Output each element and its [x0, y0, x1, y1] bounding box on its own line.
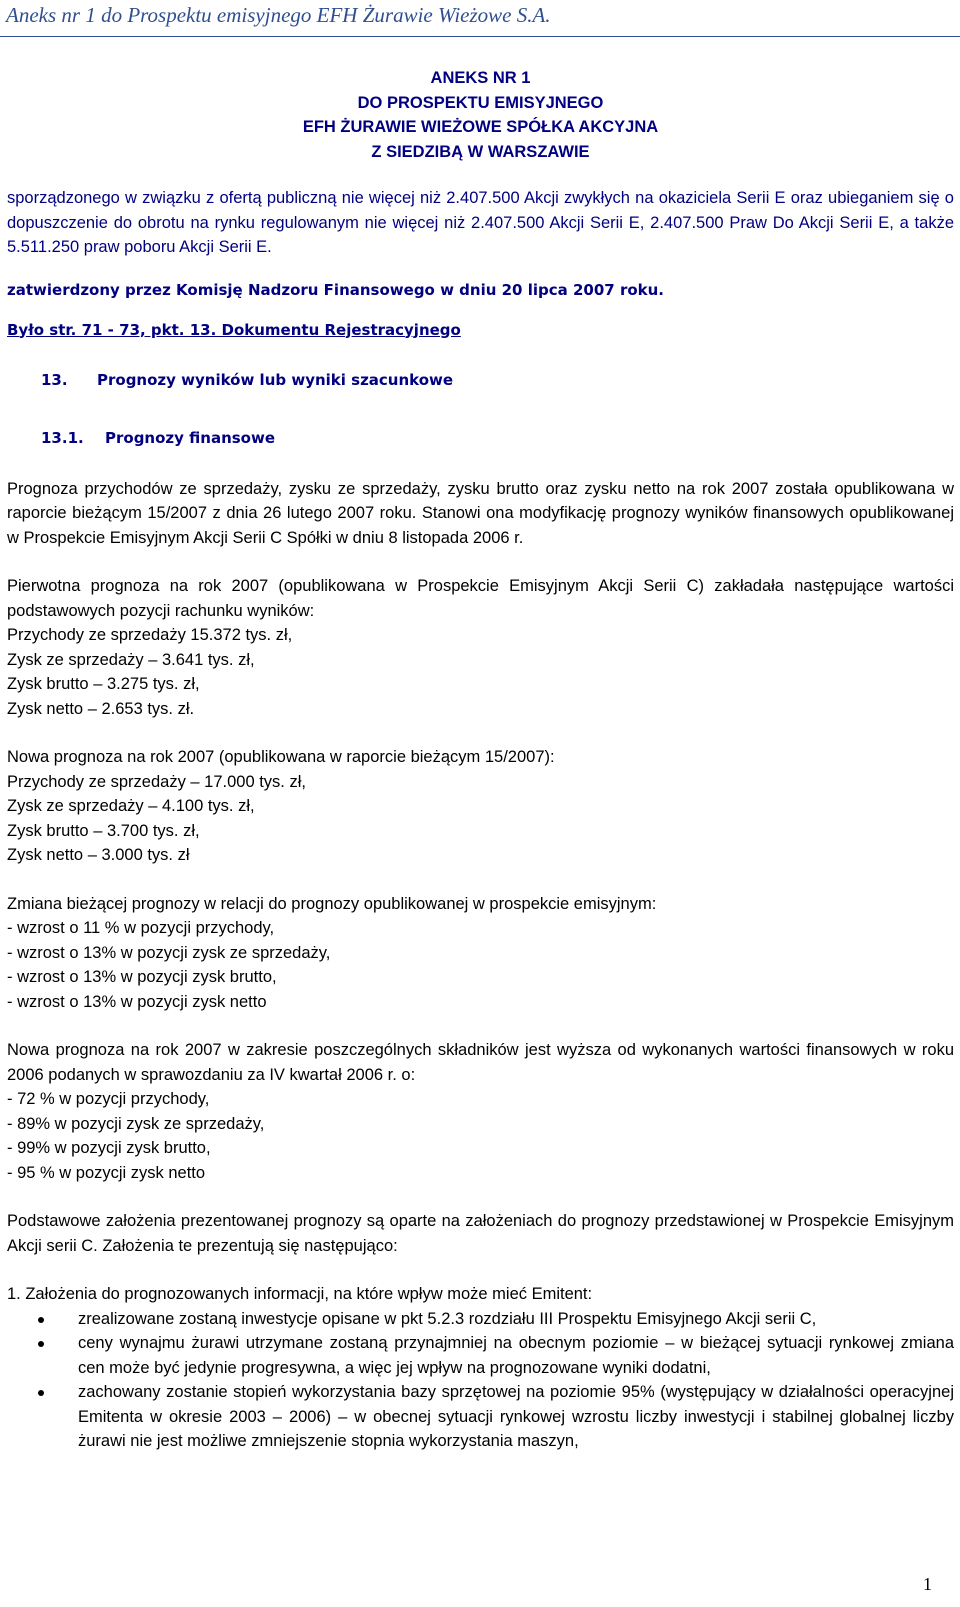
original-forecast-block — [7, 574, 954, 721]
comparison-line: - 95 % w pozycji zysk netto — [7, 1163, 206, 1182]
list-item-text: ceny wynajmu żurawi utrzymane zostaną przynajmniej na obecnym poziomie – w bieżącej sytuacji rynkowej zmiana cen może być jedynie progresywna, a więc jej wpływ na prognozowane wyniki dodatni, — [78, 1334, 954, 1377]
new-forecast-line: Zysk netto – 3.000 tys. zł — [7, 846, 190, 864]
comparison-2006-block — [7, 1038, 954, 1185]
point-1-heading: 1. Założenia do prognozowanych informacji, na które wpływ może mieć Emitent: — [7, 1285, 593, 1303]
title-line: DO PROSPEKTU EMISYJNEGO — [357, 93, 604, 112]
original-forecast-line: Zysk ze sprzedaży – 3.641 tys. zł, — [7, 650, 255, 669]
previous-reference: Było str. 71 - 73, pkt. 13. Dokumentu Rejestracyjnego — [7, 320, 461, 339]
list-item — [7, 1307, 954, 1332]
original-forecast-intro: Pierwotna prognoza na rok 2007 (opublikowana w Prospekcie Emisyjnym Akcji Serii C) zakładała następujące wartości podstawowych pozycji rachunku wyników: — [7, 577, 954, 620]
intro-paragraph: sporządzonego w związku z ofertą publiczną nie więcej niż 2.407.500 Akcji zwykłych na okaziciela Serii E oraz ubieganiem się o dopuszczenie do obrotu na rynku regulowanym nie więcej niż 2.407.500 Akcji Serii E, 2.407.500 Praw Do Akcji Serii E, a także 5.511.250 praw poboru Akcji Serii E. — [7, 189, 954, 256]
bullet-icon — [38, 1317, 44, 1323]
change-intro: Zmiana bieżącej prognozy w relacji do prognozy opublikowanej w prospekcie emisyjnym: — [7, 894, 657, 913]
original-forecast-line: Przychody ze sprzedaży 15.372 tys. zł, — [7, 626, 293, 644]
section-number: 13.1. — [41, 428, 84, 447]
original-forecast-line: Zysk brutto – 3.275 tys. zł, — [7, 675, 200, 693]
approval-statement: zatwierdzony przez Komisję Nadzoru Finansowego w dniu 20 lipca 2007 roku. — [7, 280, 664, 299]
list-item-text: zachowany zostanie stopień wykorzystania bazy sprzętowej na poziomie 95% (występujący w działalności operacyjnej Emitenta w okresie 2003 – 2006) – w obecnej sytuacji rynkowej wzrostu liczby inwestycji i stabilnej globalnej liczby żurawi nie jest możliwe zmniejszenie stopnia wykorzystania maszyn, — [78, 1383, 954, 1450]
assumptions-point-1 — [7, 1282, 954, 1454]
document-title — [7, 66, 954, 164]
change-line: - wzrost o 11 % w pozycji przychody, — [7, 919, 275, 937]
comparison-line: - 72 % w pozycji przychody, — [7, 1090, 210, 1108]
new-forecast-intro: Nowa prognoza na rok 2007 (opublikowana w raporcie bieżącym 15/2007): — [7, 748, 555, 766]
change-block — [7, 892, 954, 1015]
title-line: EFH ŻURAWIE WIEŻOWE SPÓŁKA AKCYJNA — [302, 118, 659, 136]
comparison-line: - 99% w pozycji zysk brutto, — [7, 1139, 211, 1157]
original-forecast-line: Zysk netto – 2.653 tys. zł. — [7, 699, 195, 718]
section-title: Prognozy finansowe — [105, 428, 276, 447]
header-divider — [0, 36, 960, 37]
bullet-icon — [38, 1341, 44, 1347]
section-number: 13. — [41, 370, 68, 389]
new-forecast-line: Przychody ze sprzedaży – 17.000 tys. zł, — [7, 772, 306, 791]
assumptions-list — [7, 1307, 954, 1454]
page-header — [0, 0, 960, 38]
list-item — [7, 1380, 954, 1454]
assumptions-paragraph: Podstawowe założenia prezentowanej prognozy są oparte na założeniach do prognozy przedstawionej w Prospekcie Emisyjnym Akcji serii C. Założenia te prezentują się następująco: — [7, 1212, 954, 1255]
title-line: Z SIEDZIBĄ W WARSZAWIE — [371, 142, 590, 161]
change-line: - wzrost o 13% w pozycji zysk brutto, — [7, 968, 277, 986]
change-line: - wzrost o 13% w pozycji zysk ze sprzedaży, — [7, 943, 331, 962]
page-number: 1 — [923, 1574, 932, 1594]
bullet-icon — [38, 1390, 44, 1396]
header-title: Aneks nr 1 do Prospektu emisyjnego EFH Żurawie Wieżowe S.A. — [6, 3, 551, 27]
new-forecast-line: Zysk ze sprzedaży – 4.100 tys. zł, — [7, 797, 255, 815]
comparison-line: - 89% w pozycji zysk ze sprzedaży, — [7, 1114, 265, 1133]
title-line: ANEKS NR 1 — [430, 69, 531, 87]
comparison-intro: Nowa prognoza na rok 2007 w zakresie poszczególnych składników jest wyższa od wykonanych wartości finansowych w roku 2006 podanych w sprawozdaniu za IV kwartał 2006 r. o: — [7, 1041, 954, 1084]
change-line: - wzrost o 13% w pozycji zysk netto — [7, 992, 267, 1011]
new-forecast-line: Zysk brutto – 3.700 tys. zł, — [7, 821, 200, 840]
section-title: Prognozy wyników lub wyniki szacunkowe — [97, 370, 454, 389]
new-forecast-block — [7, 745, 954, 868]
list-item-text: zrealizowane zostaną inwestycje opisane w pkt 5.2.3 rozdziału III Prospektu Emisyjnego Akcji serii C, — [78, 1309, 817, 1328]
forecast-paragraph: Prognoza przychodów ze sprzedaży, zysku ze sprzedaży, zysku brutto oraz zysku netto na rok 2007 została opublikowana w raporcie bieżącym 15/2007 z dnia 26 lutego 2007 roku. Stanowi ona modyfikację prognozy wyników finansowych opublikowanej w Prospekcie Emisyjnym Akcji Serii C Spółki w dniu 8 listopada 2006 r. — [7, 479, 954, 547]
document-body — [7, 66, 954, 1454]
section-13-1-heading — [41, 426, 954, 450]
section-13-heading — [41, 368, 954, 392]
list-item — [7, 1331, 954, 1380]
